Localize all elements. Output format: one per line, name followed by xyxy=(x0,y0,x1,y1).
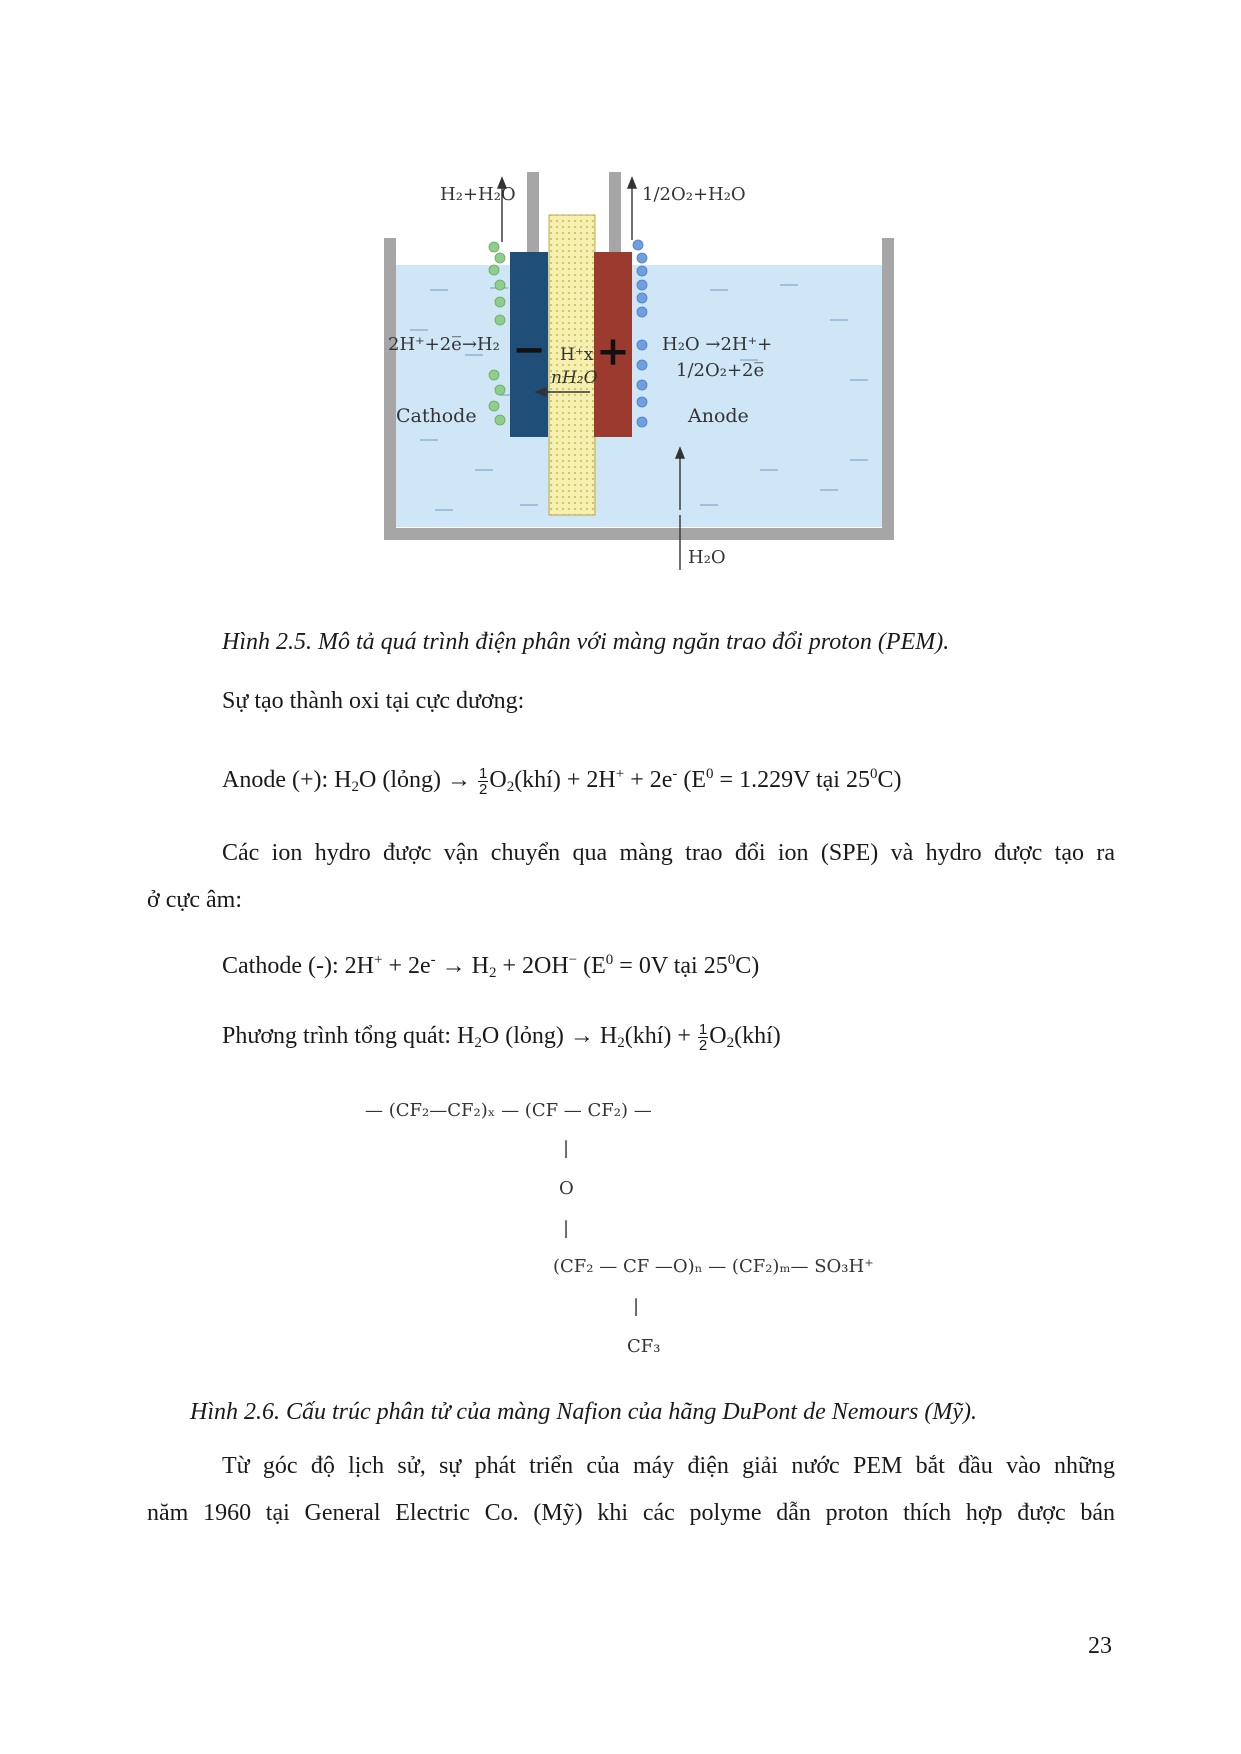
paragraph-history: Từ góc độ lịch sử, sự phát triển của máy điện giải nước PEM bắt đầu vào những xyxy=(222,1453,1115,1479)
paragraph-hydrogen-transport: Các ion hydro được vận chuyển qua màng trao đổi ion (SPE) và hydro được tạo ra xyxy=(222,840,1115,866)
bottom-label: H₂O xyxy=(688,547,726,568)
cathode-terminal xyxy=(527,172,539,252)
figure-caption-2-5: Hình 2.5. Mô tả quá trình điện phân với màng ngăn trao đổi proton (PEM). xyxy=(222,629,950,655)
membrane-label-2: nH₂O xyxy=(551,368,598,388)
pem-membrane xyxy=(549,215,595,515)
cathode-label: Cathode xyxy=(396,405,477,427)
membrane-label-1: H⁺x xyxy=(560,345,594,365)
anode-label: Anode xyxy=(688,405,749,427)
paragraph-oxygen-formation: Sự tạo thành oxi tại cực dương: xyxy=(222,688,525,714)
plus-sign: + xyxy=(596,328,630,375)
cathode-reaction: 2H⁺+2e̅→H₂ xyxy=(388,334,500,355)
figure-caption-2-6: Hình 2.6. Cấu trúc phân tử của màng Nafion của hãng DuPont de Nemours (Mỹ). xyxy=(190,1399,978,1425)
structure-cf3: CF₃ xyxy=(627,1336,661,1357)
top-left-label: H₂+H₂O xyxy=(440,184,516,205)
container-bottom xyxy=(384,528,894,540)
structure-side-chain: (CF₂ — CF —O)ₙ — (CF₂)ₘ— SO₃H⁺ xyxy=(553,1256,874,1277)
pem-electrolysis-figure xyxy=(380,170,900,580)
page-number: 23 xyxy=(1088,1633,1112,1659)
container-right-wall xyxy=(882,238,894,540)
electrolyte-water xyxy=(386,265,892,527)
structure-bond-3: | xyxy=(633,1296,640,1317)
structure-bond-2: | xyxy=(563,1218,570,1239)
structure-backbone: — (CF₂—CF₂)ₓ — (CF — CF₂) — xyxy=(365,1100,652,1121)
top-right-label: 1/2O₂+H₂O xyxy=(642,184,746,205)
nafion-structure xyxy=(365,1100,925,1370)
container-left-wall xyxy=(384,238,396,540)
paragraph-history-cont: năm 1960 tại General Electric Co. (Mỹ) khi các polyme dẫn proton thích hợp được bán xyxy=(147,1500,1115,1526)
structure-bond-1: | xyxy=(563,1138,570,1159)
anode-terminal xyxy=(609,172,621,264)
anode-reaction-2: 1/2O₂+2e̅ xyxy=(676,360,765,381)
minus-sign: − xyxy=(512,326,546,373)
anode-equation: Anode (+): $H_2O$ (lỏng) → $\frac{1}{2}$ $O_2(khí) + 2H^+ + 2e^-$ ($E^0 = 1.229V$ tại $25^0C$) xyxy=(222,764,902,798)
structure-oxygen: O xyxy=(559,1178,574,1199)
paragraph-hydrogen-transport-cont: ở cực âm: xyxy=(147,887,242,913)
overall-equation: Phương trình tổng quát: $H_2O$ (lỏng) → $H_2(khí)$ + $\frac{1}{2}$ $O_2(khí)$ xyxy=(222,1020,781,1054)
fraction-one-half: $\frac{1}{2}$ xyxy=(479,764,488,798)
fraction-one-half: $\frac{1}{2}$ xyxy=(698,1020,708,1054)
cathode-equation: Cathode (-): $2H^+ + 2e^- \to H_2 + 2OH^-$ ($E^0 = 0V$ tại $25^0C$) xyxy=(222,952,760,981)
anode-reaction-1: H₂O →2H⁺+ xyxy=(662,334,773,355)
